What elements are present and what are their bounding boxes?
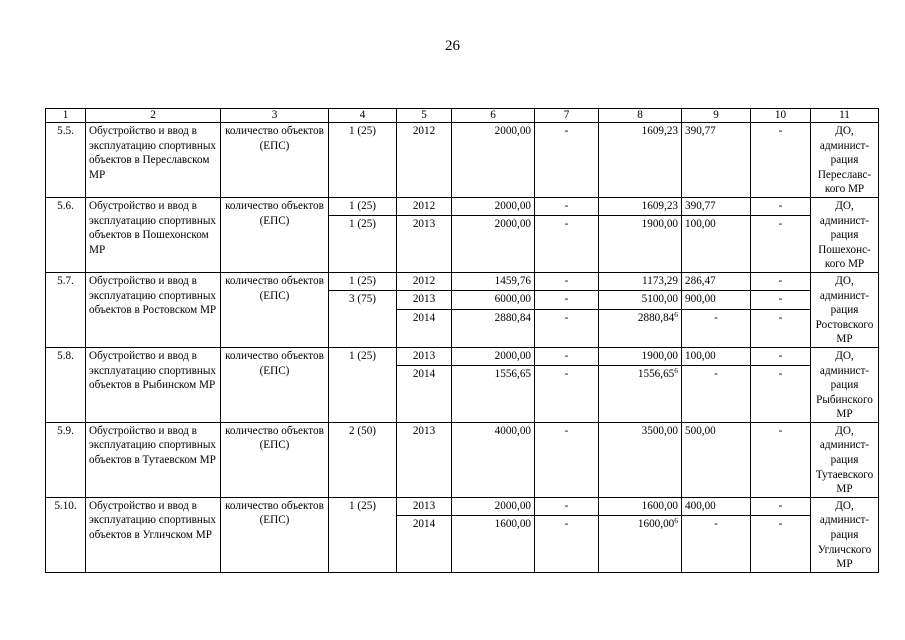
year: 2014: [397, 366, 452, 423]
local-amount: 500,00: [682, 422, 751, 497]
footnote-mark: 6: [674, 366, 678, 376]
regional-value: 1600,00: [641, 499, 678, 512]
executor: ДО, админист-рация Переславс-кого МР: [811, 123, 879, 198]
item-number: 5.7.: [46, 272, 86, 347]
regional-value: 1609,23: [641, 199, 678, 212]
other-amount: -: [751, 497, 811, 515]
total-amount: 4000,00: [452, 422, 535, 497]
year: 2012: [397, 197, 452, 215]
quantity: 1 (25): [329, 347, 397, 422]
year: 2014: [397, 309, 452, 347]
item-number: 5.6.: [46, 197, 86, 272]
page-number: 26: [445, 38, 460, 54]
local-amount: 400,00: [682, 497, 751, 515]
other-amount: -: [751, 216, 811, 273]
federal-amount: -: [535, 123, 599, 198]
local-amount: 390,77: [682, 123, 751, 198]
regional-amount: [599, 197, 682, 215]
col-header: 9: [682, 109, 751, 123]
total-amount: 2000,00: [452, 347, 535, 365]
regional-amount: [599, 290, 682, 309]
regional-amount: [599, 216, 682, 273]
quantity: 1 (25): [329, 272, 397, 290]
local-amount: -: [682, 516, 751, 573]
year: 2012: [397, 272, 452, 290]
federal-amount: -: [535, 497, 599, 515]
quantity: 1 (25): [329, 197, 397, 215]
executor: ДО, админист-рация Тутаевского МР: [811, 422, 879, 497]
total-amount: 2000,00: [452, 497, 535, 515]
total-amount: 1556,65: [452, 366, 535, 423]
indicator: количество объектов (ЕПС): [221, 347, 329, 422]
executor: ДО, админист-рация Ростовского МР: [811, 272, 879, 347]
local-amount: 100,00: [682, 347, 751, 365]
federal-amount: -: [535, 366, 599, 423]
item-name: Обустройство и ввод в эксплуатацию спортивных объектов в Рыбинском МР: [86, 347, 221, 422]
year: 2013: [397, 290, 452, 309]
footnote-mark: 6: [674, 309, 678, 319]
total-amount: 1600,00: [452, 516, 535, 573]
total-amount: 2000,00: [452, 123, 535, 198]
item-number: 5.8.: [46, 347, 86, 422]
col-header: 1: [46, 109, 86, 123]
total-amount: 1459,76: [452, 272, 535, 290]
other-amount: -: [751, 309, 811, 347]
regional-value: 3500,00: [641, 424, 678, 437]
year: 2013: [397, 497, 452, 515]
regional-amount: [599, 309, 682, 347]
header-row: [46, 109, 879, 123]
item-number: 5.9.: [46, 422, 86, 497]
program-table: [45, 108, 879, 573]
table-row: [46, 347, 879, 365]
item-name: Обустройство и ввод в эксплуатацию спортивных объектов в Пошехонском МР: [86, 197, 221, 272]
quantity: 1 (25): [329, 123, 397, 198]
regional-amount: [599, 516, 682, 573]
item-number: 5.5.: [46, 123, 86, 198]
federal-amount: -: [535, 290, 599, 309]
item-name: Обустройство и ввод в эксплуатацию спортивных объектов в Ростовском МР: [86, 272, 221, 347]
indicator: количество объектов (ЕПС): [221, 123, 329, 198]
indicator: количество объектов (ЕПС): [221, 422, 329, 497]
regional-value: 1900,00: [641, 349, 678, 362]
other-amount: -: [751, 290, 811, 309]
regional-amount: [599, 272, 682, 290]
col-header: 8: [599, 109, 682, 123]
other-amount: -: [751, 347, 811, 365]
col-header: 2: [86, 109, 221, 123]
regional-value: 2880,84: [637, 311, 675, 324]
federal-amount: -: [535, 197, 599, 215]
year: 2013: [397, 422, 452, 497]
federal-amount: -: [535, 272, 599, 290]
year: 2012: [397, 123, 452, 198]
table-row: [46, 272, 879, 290]
federal-amount: -: [535, 347, 599, 365]
local-amount: 390,77: [682, 197, 751, 215]
regional-amount: [599, 123, 682, 198]
year: 2013: [397, 216, 452, 273]
other-amount: -: [751, 366, 811, 423]
local-amount: 900,00: [682, 290, 751, 309]
quantity: 3 (75): [329, 290, 397, 347]
col-header: 6: [452, 109, 535, 123]
local-amount: -: [682, 366, 751, 423]
regional-amount: [599, 366, 682, 423]
regional-amount: [599, 497, 682, 515]
regional-value: 1173,29: [642, 274, 678, 287]
quantity: 1 (25): [329, 497, 397, 572]
federal-amount: -: [535, 516, 599, 573]
total-amount: 2000,00: [452, 197, 535, 215]
indicator: количество объектов (ЕПС): [221, 272, 329, 347]
other-amount: -: [751, 516, 811, 573]
item-name: Обустройство и ввод в эксплуатацию спортивных объектов в Переславском МР: [86, 123, 221, 198]
col-header: 5: [397, 109, 452, 123]
indicator: количество объектов (ЕПС): [221, 497, 329, 572]
other-amount: -: [751, 272, 811, 290]
executor: ДО, админист-рация Угличского МР: [811, 497, 879, 572]
local-amount: 286,47: [682, 272, 751, 290]
item-number: 5.10.: [46, 497, 86, 572]
federal-amount: -: [535, 216, 599, 273]
quantity: 2 (50): [329, 422, 397, 497]
federal-amount: -: [535, 309, 599, 347]
regional-amount: [599, 347, 682, 365]
total-amount: 2000,00: [452, 216, 535, 273]
col-header: 7: [535, 109, 599, 123]
table-row: [46, 422, 879, 497]
executor: ДО, админист-рация Пошехонс-кого МР: [811, 197, 879, 272]
total-amount: 6000,00: [452, 290, 535, 309]
footnote-mark: 6: [674, 516, 678, 526]
item-name: Обустройство и ввод в эксплуатацию спортивных объектов в Угличском МР: [86, 497, 221, 572]
year: 2013: [397, 347, 452, 365]
col-header: 4: [329, 109, 397, 123]
regional-amount: [599, 422, 682, 497]
col-header: 10: [751, 109, 811, 123]
table-row: [46, 123, 879, 198]
table-row: [46, 497, 879, 515]
col-header: 3: [221, 109, 329, 123]
local-amount: 100,00: [682, 216, 751, 273]
executor: ДО, админист-рация Рыбинского МР: [811, 347, 879, 422]
federal-amount: -: [535, 422, 599, 497]
regional-value: 1609,23: [641, 125, 678, 137]
local-amount: -: [682, 309, 751, 347]
year: 2014: [397, 516, 452, 573]
other-amount: -: [751, 422, 811, 497]
other-amount: -: [751, 197, 811, 215]
regional-value: 1600,00: [637, 518, 675, 531]
quantity: 1 (25): [329, 216, 397, 273]
indicator: количество объектов (ЕПС): [221, 197, 329, 272]
regional-value: 1900,00: [641, 218, 678, 231]
other-amount: -: [751, 123, 811, 198]
table-row: [46, 197, 879, 215]
regional-value: 5100,00: [641, 292, 678, 305]
item-name: Обустройство и ввод в эксплуатацию спортивных объектов в Тутаевском МР: [86, 422, 221, 497]
total-amount: 2880,84: [452, 309, 535, 347]
regional-value: 1556,65: [637, 368, 675, 381]
col-header: 11: [811, 109, 879, 123]
